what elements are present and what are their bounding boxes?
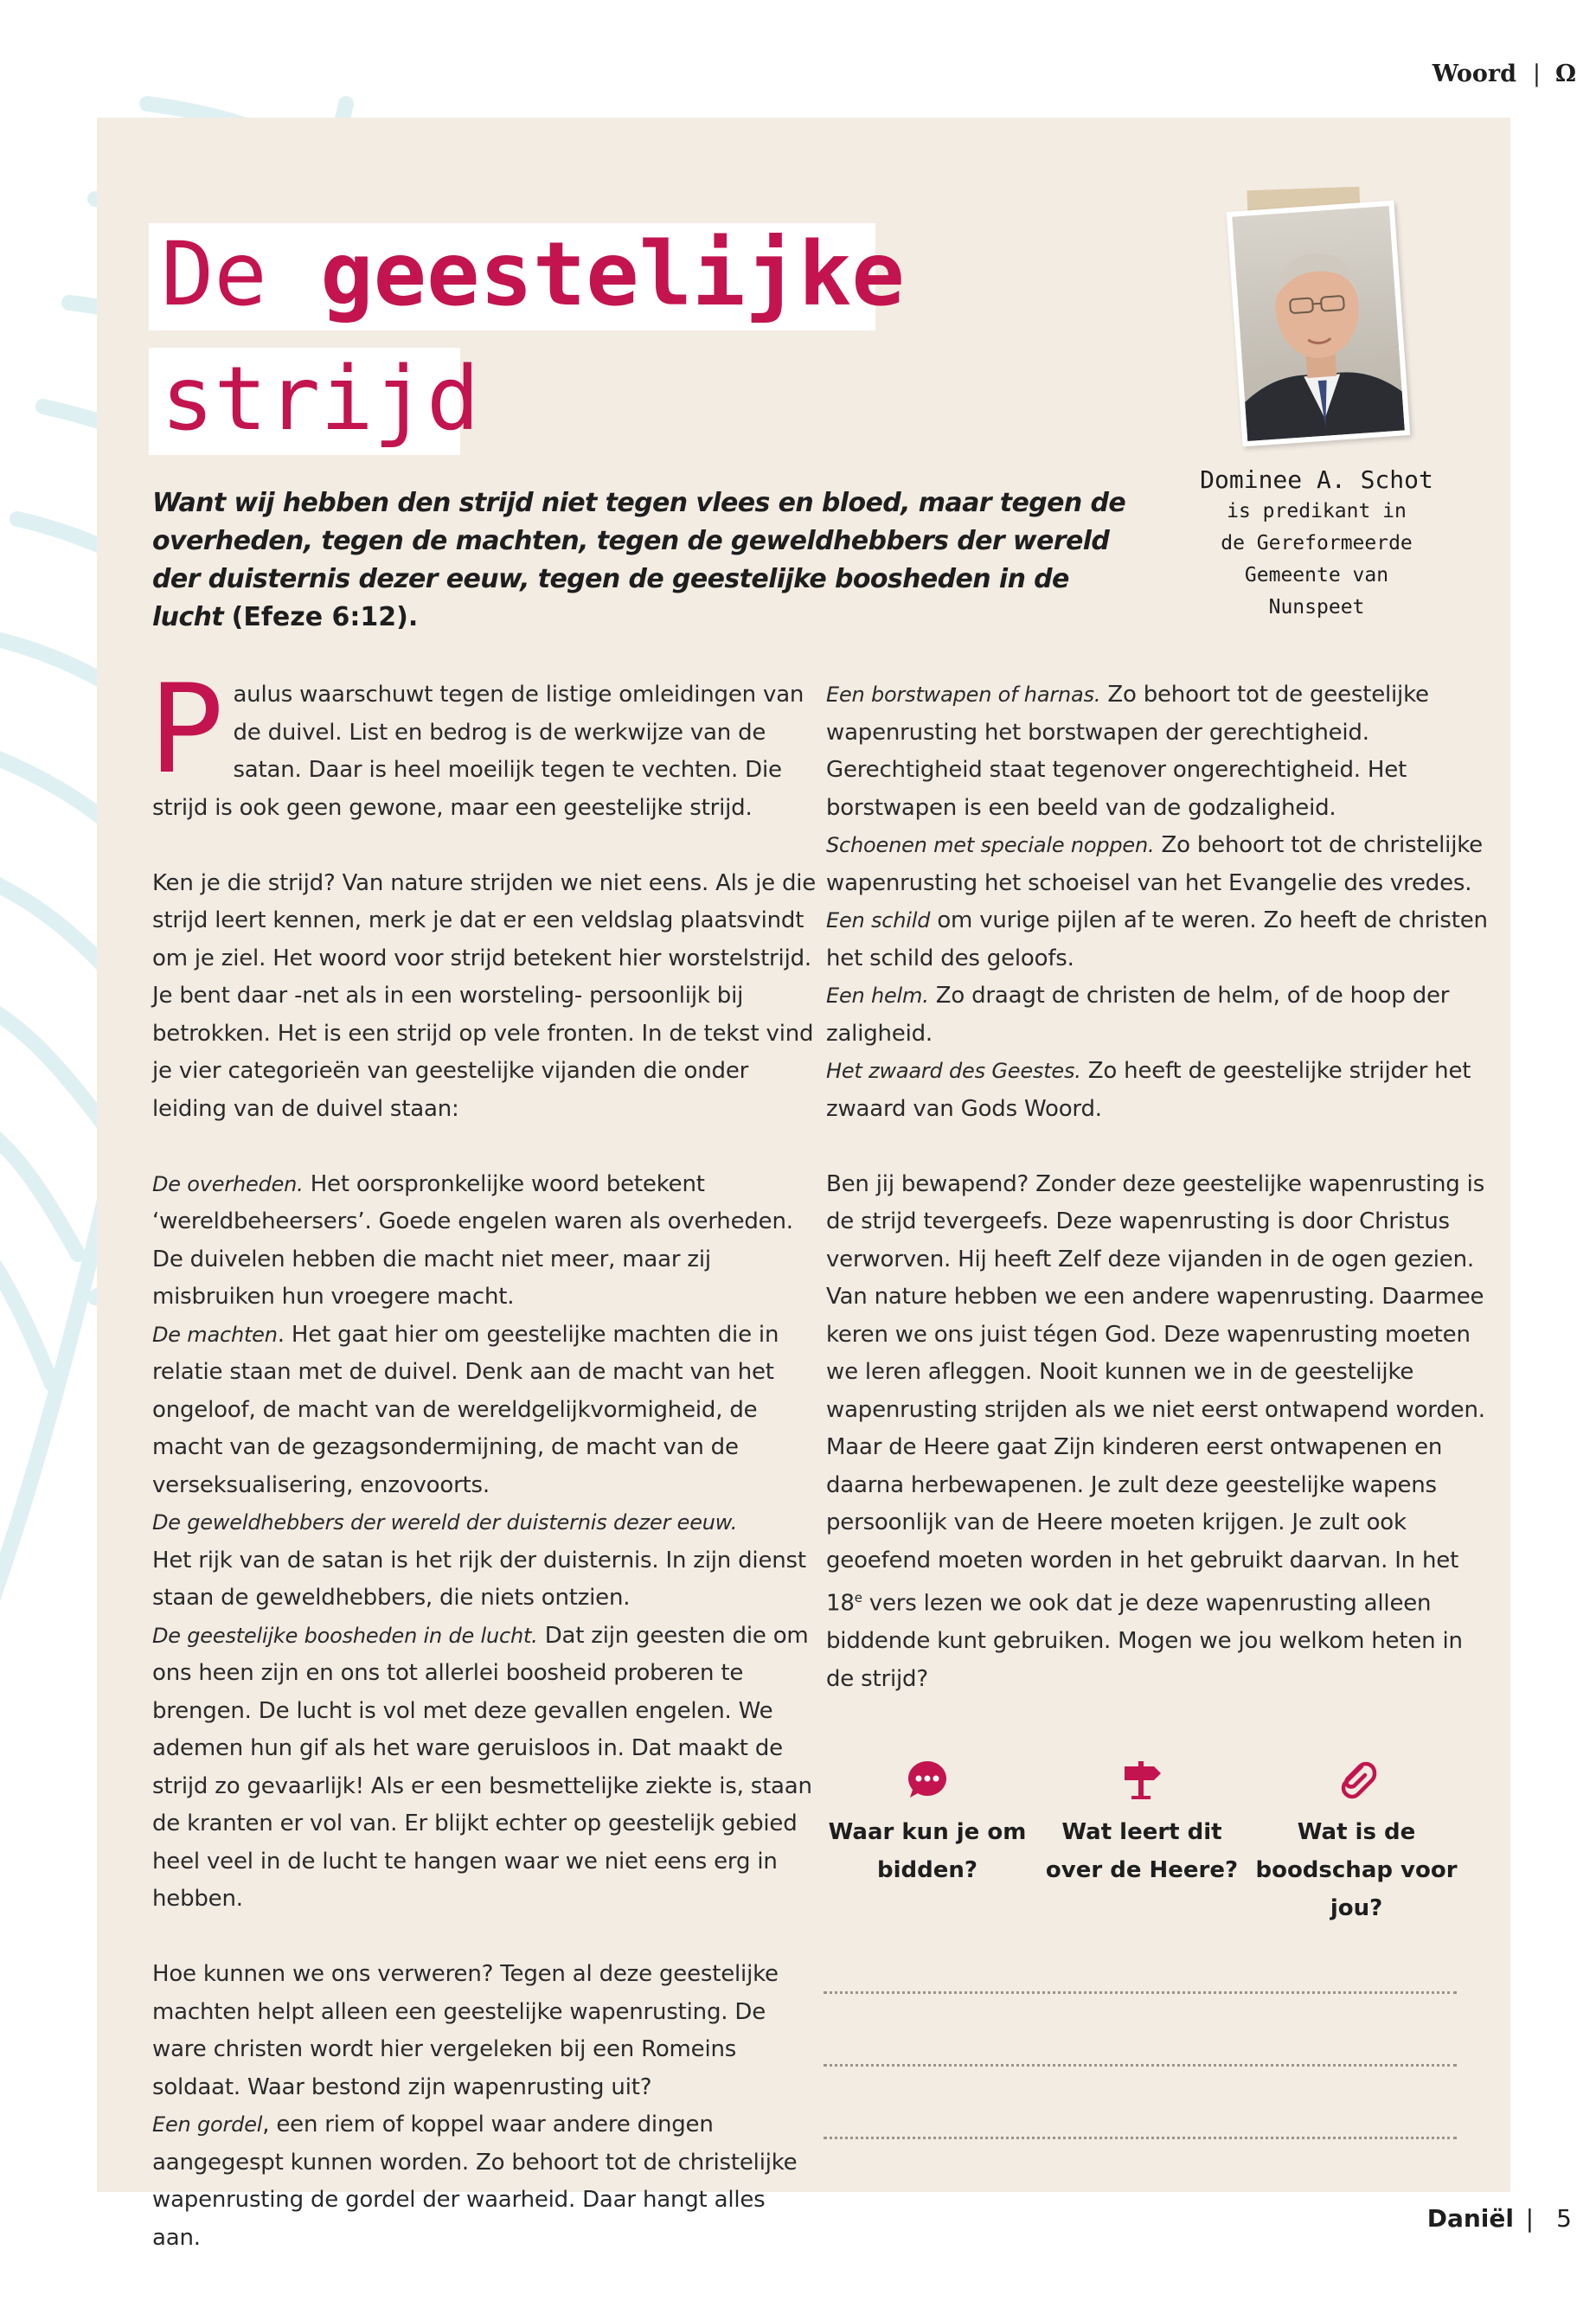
question-prayer xyxy=(824,1759,1031,1889)
answer-line[interactable] xyxy=(824,1991,1457,1994)
enemy-text: Het oorspronkelijke woord betekent ‘wereldbeheersers’. Goede engelen waren als overheden. De duivelen hebben die macht niet meer, maar zij misbruiken hun vroegere macht. xyxy=(152,1170,793,1310)
section-label: Woord xyxy=(1432,61,1516,87)
armor-item xyxy=(826,676,1492,827)
reflection-questions xyxy=(824,1759,1464,1941)
paragraph-text: Ben jij bewapend? Zonder deze geestelijke wapenrusting is de strijd tevergeefs. Deze wapenrusting is door Christus verworven. Hij heeft Zelf deze vijanden in de ogen gezien. Van nature hebben we een andere wapenrusting. Daarmee keren we ons juist tégen God. Deze wapenrusting moeten we leren afleggen. Nooit kunnen we in de geestelijke wapenrusting strijden als we niet eerst ontwapend worden. Maar de Heere gaat Zijn kinderen eerst ontwapenen en daarna herbewapenen. Je zult deze geestelijke wapens persoonlijk van de Heere moeten krijgen. Je zult ook geoefend moeten worden in het gebruikt daarvan. In het 18 xyxy=(826,1170,1485,1617)
armor-item xyxy=(826,827,1492,902)
author-role-line: Gemeente van xyxy=(1244,564,1389,586)
title-word-de: De xyxy=(161,223,267,326)
answer-line[interactable] xyxy=(824,2064,1457,2067)
enemy-text: . Het gaat hier om geestelijke machten die in relatie staan met de duivel. Denk aan de macht van het ongeloof, de macht van de wereldgelijkvormigheid, de macht van de gezagsondermijning, de macht van de verseksualisering, enzovoorts. xyxy=(152,1321,779,1498)
article-column-left xyxy=(149,658,818,2257)
author-role-line: Nunspeet xyxy=(1268,596,1365,619)
footer-separator: | xyxy=(1525,2204,1534,2233)
author-photo xyxy=(1227,201,1411,447)
question-about-god xyxy=(1038,1759,1246,1889)
armor-text: om vurige pijlen af te weren. Zo heeft de christen het schild des geloofs. xyxy=(826,907,1488,971)
bible-quote: Want wij hebben den strijd niet tegen vlees en bloed, maar tegen de overheden, tegen de machten, tegen de geweldhebbers der wereld der duisternis dezer eeuw, tegen de geestelijke boosheden in de lucht xyxy=(152,488,1126,632)
speech-bubble-icon xyxy=(907,1759,948,1799)
enemy-title: De machten xyxy=(152,1322,278,1347)
enemy-title: De geweldhebbers der wereld der duisternis dezer eeuw. xyxy=(152,1510,738,1535)
paragraph xyxy=(149,658,818,827)
header-separator: | xyxy=(1532,61,1541,87)
bible-reference: (Efeze 6:12). xyxy=(231,602,419,632)
article-title-line-2 xyxy=(149,348,480,455)
superscript: e xyxy=(854,1590,862,1606)
armor-text: Zo heeft de geestelijke strijder het zwaard van Gods Woord. xyxy=(826,1058,1471,1122)
lead-quote xyxy=(152,484,1138,637)
enemy-title: De geestelijke boosheden in de lucht. xyxy=(152,1623,538,1648)
enemy-title: De overheden. xyxy=(152,1171,304,1196)
author-caption xyxy=(1161,464,1472,624)
author-role-line: de Gereformeerde xyxy=(1221,532,1413,554)
article-column-right xyxy=(826,676,1492,1736)
paragraph-text: aulus waarschuwt tegen de listige omleidingen van de duivel. List en bedrog is de werkwijze van de satan. Daar is heel moeilijk tegen te vechten. Die strijd is ook geen gewone, maar een geestelijke strijd. xyxy=(152,682,804,821)
armor-text: Zo behoort tot de geestelijke wapenrusting het borstwapen der gerechtigheid. Gerechtigheid staat tegenover ongerechtigheid. Het borstwapen is een beeld van de godzaligheid. xyxy=(826,682,1429,821)
armor-text: Zo draagt de christen de helm, of de hoop der zaligheid. xyxy=(826,983,1450,1047)
armor-item xyxy=(826,977,1492,1053)
drop-cap: P xyxy=(149,658,223,801)
author-portrait-image xyxy=(1232,206,1405,441)
enemy-text: Dat zijn geesten die om ons heen zijn en ons tot allerlei boosheid proberen te brengen. De lucht is vol met deze gevallen engelen. We ademen hun gif als het ware geruisloos in. Dat maakt de strijd zo gevaarlijk! Als er een besmettelijke ziekte is, staan de kranten er vol van. Er blijkt echter op geestelijk gebied heel veel in de lucht te hangen waar we niet eens erg in hebben. xyxy=(152,1622,812,1912)
armor-text: , een riem of koppel waar andere dingen aangegespt kunnen worden. Zo behoort tot de christelijke wapenrusting de gordel der waarheid. Daar hangt alles aan. xyxy=(152,2112,798,2251)
page-footer xyxy=(1336,2204,1596,2239)
paragraph: Ken je die strijd? Van nature strijden we niet eens. Als je die strijd leert kennen, merk je dat er een veldslag plaatsvindt om je ziel. Het woord voor strijd betekent hier worstelstrijd. Je bent daar -net als in een worsteling- persoonlijk bij betrokken. Het is een strijd op vele fronten. In de tekst vind je vier categorieën van geestelijke vijanden die onder leiding van de duivel staan: xyxy=(152,869,817,1122)
paragraph xyxy=(826,1166,1492,1699)
armor-title: Schoenen met speciale noppen. xyxy=(826,833,1155,857)
enemy-text: Het rijk van de satan is het rijk der duisternis. In zijn dienst staan de geweldhebbers, die niets ontzien. xyxy=(152,1547,806,1611)
author-name: Dominee A. Schot xyxy=(1200,465,1433,494)
armor-title: Een schild xyxy=(826,908,931,933)
page-number: 5 xyxy=(1556,2204,1572,2233)
omega-icon: Ω xyxy=(1554,61,1576,87)
title-word-geestelijke: geestelijke xyxy=(320,223,905,326)
question-text: Wat leert dit over de Heere? xyxy=(1045,1819,1239,1883)
question-message xyxy=(1253,1759,1460,1927)
answer-line[interactable] xyxy=(824,2137,1457,2139)
signpost-icon xyxy=(1121,1759,1163,1799)
article-title-line-1 xyxy=(149,223,905,330)
enemy-item xyxy=(152,1504,818,1618)
paperclip-icon xyxy=(1336,1759,1377,1799)
armor-title: Een helm. xyxy=(826,984,929,1008)
armor-item xyxy=(826,1053,1492,1128)
section-header xyxy=(1371,61,1596,92)
enemy-item xyxy=(152,1618,818,1919)
armor-item xyxy=(826,902,1492,977)
armor-title: Een gordel xyxy=(152,2112,263,2137)
armor-text: Zo behoort tot de christelijke wapenrusting het schoeisel van het Evangelie des vredes. xyxy=(826,832,1483,896)
author-role-line: is predikant in xyxy=(1227,500,1407,522)
question-text: Wat is de boodschap voor jou? xyxy=(1255,1819,1458,1921)
magazine-name: Daniël xyxy=(1426,2204,1514,2233)
paragraph-text: vers lezen we ook dat je deze wapenrusting alleen biddende kunt gebruiken. Mogen we jou welkom heten in de strijd? xyxy=(826,1590,1463,1692)
question-text: Waar kun je om bidden? xyxy=(828,1819,1027,1883)
armor-title: Een borstwapen of harnas. xyxy=(826,683,1101,707)
armor-item xyxy=(152,2106,818,2257)
enemy-item xyxy=(152,1166,818,1317)
enemy-item xyxy=(152,1317,818,1505)
paragraph: Hoe kunnen we ons verweren? Tegen al deze geestelijke machten helpt alleen een geestelijke wapenrusting. De ware christen wordt hier vergeleken bij een Romeins soldaat. Waar bestond zijn wapenrusting uit? xyxy=(152,1961,779,2100)
armor-title: Het zwaard des Geestes. xyxy=(826,1059,1081,1083)
title-word-strijd: strijd xyxy=(161,348,480,451)
